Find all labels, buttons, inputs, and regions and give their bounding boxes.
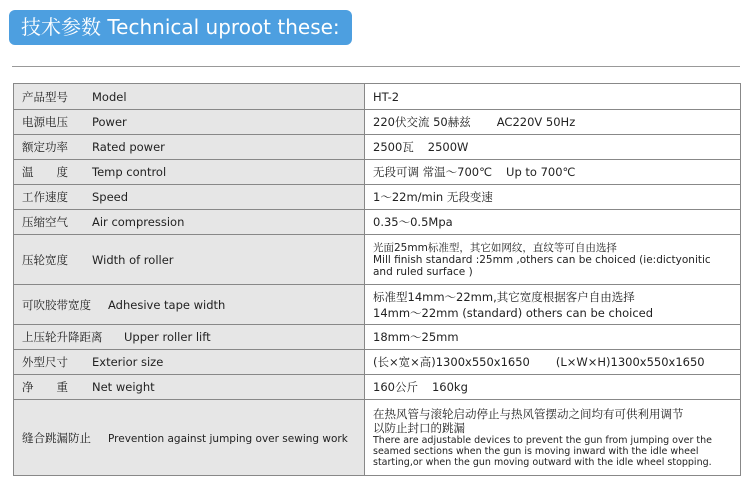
label-en: Power [92, 115, 127, 129]
label-en: Prevention against jumping over sewing work [108, 432, 348, 445]
table-row [14, 210, 741, 235]
spec-value [365, 350, 741, 375]
spec-label [14, 375, 365, 400]
label-cn: 外型尺寸 [22, 355, 68, 369]
spec-value [365, 210, 741, 235]
label-en: Width of roller [92, 252, 174, 267]
value-text: AC220V 50Hz [496, 115, 576, 129]
spec-label [14, 285, 365, 325]
table-row [14, 110, 741, 135]
label-cn: 工作速度 [22, 190, 68, 204]
table-row [14, 400, 741, 476]
value-line: 14mm～22mm (standard) others can be choiced [373, 305, 654, 320]
spec-value [365, 110, 741, 135]
label-en: Model [92, 89, 127, 104]
table-row [14, 235, 741, 285]
table-row [14, 285, 741, 325]
label-cn: 压轮宽度 [22, 252, 68, 267]
spec-value [365, 375, 741, 400]
spec-value [365, 84, 741, 110]
value-text: 160公斤 [373, 380, 418, 394]
spec-value [365, 325, 741, 350]
label-cn: 净 重 [22, 380, 68, 394]
label-cn: 压缩空气 [22, 215, 68, 229]
label-cn: 上压轮升降距离 [22, 330, 103, 344]
table-row [14, 160, 741, 185]
label-cn: 可吹胶带宽度 [22, 297, 91, 312]
label-en: Speed [92, 190, 129, 204]
value-text: 1～22m/min 无段变速 [373, 190, 493, 204]
spec-label [14, 185, 365, 210]
label-en: Air compression [92, 215, 185, 229]
label-en: Upper roller lift [124, 330, 211, 344]
spec-value [365, 400, 741, 476]
value-text: 无段可调 常温～700℃ [373, 165, 493, 179]
label-en: Temp control [92, 165, 167, 179]
spec-value [365, 135, 741, 160]
value-text: HT-2 [373, 89, 400, 104]
value-line: 以防止封口的跳漏 [373, 421, 465, 435]
value-text: (长×宽×高)1300x550x1650 [373, 355, 530, 369]
value-line: Mill finish standard :25mm ,others can be choiced (ie:dictyonitic [373, 253, 711, 266]
value-text: 2500瓦 [373, 140, 414, 154]
table-row [14, 135, 741, 160]
label-cn: 额定功率 [22, 140, 68, 154]
value-line: 标准型14mm～22mm,其它宽度根据客户自由选择 [373, 289, 635, 304]
label-cn: 温 度 [22, 165, 68, 179]
value-line: 光面25mm标准型，其它如网纹，直纹等可自由选择 [373, 241, 617, 254]
value-text: 18mm～25mm [373, 330, 459, 344]
table-row [14, 350, 741, 375]
spec-label [14, 84, 365, 110]
spec-value [365, 185, 741, 210]
value-line: seamed sections when the gun is moving inward with the idle wheel [373, 446, 699, 457]
spec-label [14, 400, 365, 476]
top-divider [12, 66, 740, 67]
value-text: 220伏交流 50赫兹 [373, 115, 471, 129]
label-en: Net weight [92, 380, 155, 394]
spec-value [365, 160, 741, 185]
spec-label [14, 110, 365, 135]
section-title-badge [9, 10, 352, 45]
table-row [14, 375, 741, 400]
value-text: 2500W [427, 140, 469, 154]
spec-value [365, 235, 741, 285]
label-cn: 缝合跳漏防止 [22, 430, 91, 445]
section-title: 技术参数 Technical uproot these: [21, 15, 340, 39]
value-line: and ruled surface ) [373, 265, 473, 278]
value-line: starting,or when the gun moving outward with the idle wheel stopping. [373, 457, 712, 468]
table-row [14, 84, 741, 110]
spec-label [14, 135, 365, 160]
label-en: Adhesive tape width [108, 297, 226, 312]
spec-label [14, 325, 365, 350]
value-text: 0.35～0.5Mpa [373, 215, 453, 229]
label-en: Rated power [92, 140, 165, 154]
label-cn: 电源电压 [22, 115, 68, 129]
table-row [14, 185, 741, 210]
spec-value [365, 285, 741, 325]
value-line: 在热风管与滚轮启动停止与热风管摆动之间均有可供利用调节 [373, 407, 684, 421]
label-en: Exterior size [92, 355, 164, 369]
label-cn: 产品型号 [22, 89, 68, 104]
spec-table [13, 83, 741, 476]
spec-label [14, 350, 365, 375]
table-row [14, 325, 741, 350]
value-text: (L×W×H)1300x550x1650 [555, 355, 705, 369]
value-text: Up to 700℃ [506, 165, 576, 179]
spec-label [14, 235, 365, 285]
value-line: There are adjustable devices to prevent the gun from jumping over the [373, 435, 712, 446]
value-text: 160kg [431, 380, 468, 394]
spec-label [14, 160, 365, 185]
spec-label [14, 210, 365, 235]
